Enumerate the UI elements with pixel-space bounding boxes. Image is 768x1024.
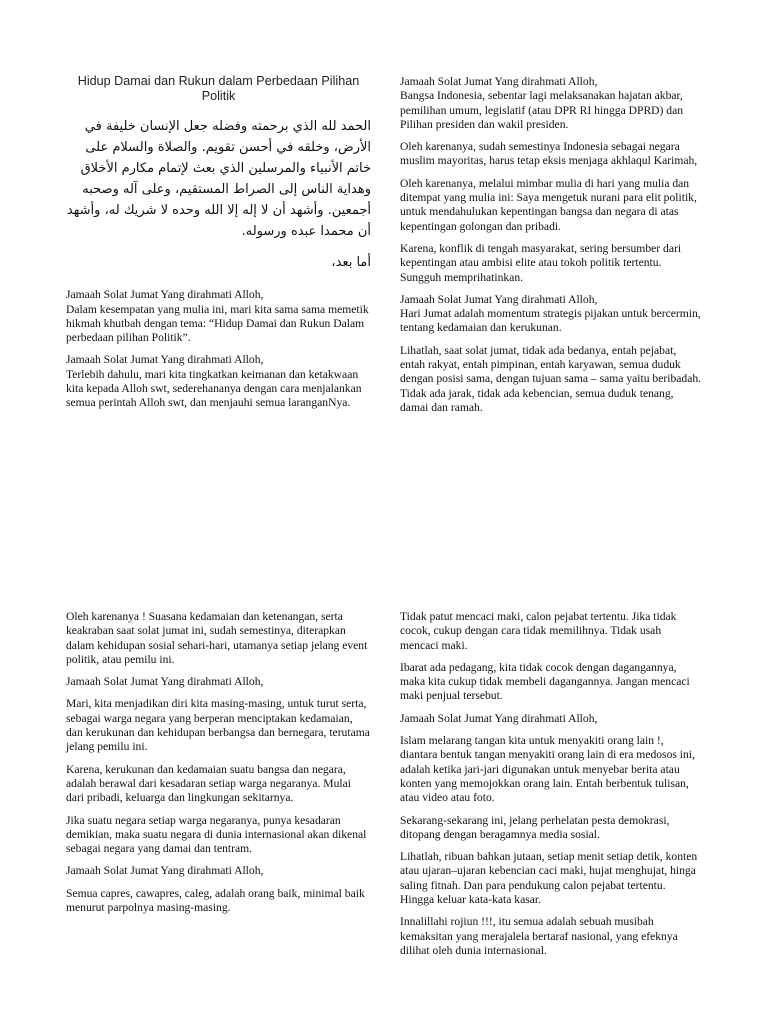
column-bottom-right — [400, 610, 702, 966]
column-top-left — [66, 74, 371, 419]
paragraphs — [400, 610, 702, 958]
paragraphs — [400, 75, 702, 415]
paragraph: Jika suatu negara setiap warga negaranya, punya kesadaran demikian, maka suatu negara di dunia internasional akan dikenal sebagai negara yang damai dan tentram. — [66, 813, 367, 856]
document-title: Hidup Damai dan Rukun dalam Perbedaan Pilihan Politik — [77, 74, 360, 103]
column-bottom-left — [66, 610, 371, 923]
paragraph: Karena, kerukunan dan kedamaian suatu bangsa dan negara, adalah berawal dari kesadaran setiap warga negaranya. Mulai dari pribadi, keluarga dan lingkungan sekitarnya. — [66, 762, 351, 805]
paragraph: Sekarang-sekarang ini, jelang perhelatan pesta demokrasi, ditopang dengan beragamnya media sosial. — [400, 813, 670, 841]
paragraph: Oleh karenanya, melalui mimbar mulia di hari yang mulia dan ditempat yang mulia ini: Saya mengetuk nurani para elit politik, untuk mendahulukan kepentingan bangsa dan negara di atas kepentingan golongan dan pribadi. — [400, 176, 697, 233]
paragraph: Innalillahi rojiun !!!, itu semua adalah sebuah musibah kemaksitan yang merajalela bertaraf nasional, yang efeknya dilihat oleh dunia internasional. — [400, 915, 678, 957]
paragraph: Ibarat ada pedagang, kita tidak cocok dengan dagangannya, maka kita cukup tidak membeli dagangannya. Jangan mencaci maki penjual tersebut. — [400, 660, 690, 703]
paragraph: Oleh karenanya ! Suasana kedamaian dan ketenangan, serta keakraban saat solat jumat ini, sudah semestinya, diterapkan dalam kehidupan sosial sehari-hari, utamanya setiap jelang event politik, atau pemilu ini. — [66, 610, 368, 666]
paragraph: Jamaah Solat Jumat Yang dirahmati Alloh, — [66, 675, 264, 689]
paragraphs — [66, 610, 371, 915]
paragraph: Jamaah Solat Jumat Yang dirahmati Alloh, Hari Jumat adalah momentum strategis pijakan untuk bercermin, tentang kedamaian dan kerukunan. — [400, 292, 701, 335]
arabic-amma-bad: أما بعد، — [331, 255, 371, 270]
paragraphs — [66, 288, 371, 410]
paragraph: Semua capres, cawapres, caleg, adalah orang baik, minimal baik menurut parpolnya masing-masing. — [66, 886, 365, 915]
paragraph: Jamaah Solat Jumat Yang dirahmati Alloh, Bangsa Indonesia, sebentar lagi melaksanakan hajatan akbar, pemilihan umum, legislatif (atau DPR RI hingga DPRD) dan Pilihan presiden dan wakil presiden. — [400, 75, 684, 131]
paragraph: Mari, kita menjadikan diri kita masing-masing, untuk turut serta, sebagai warga negara yang berperan menciptakan kedamaian, dan kerukunan dan kehidupan berbangsa dan bernegara, terutama jelang pemilu ini. — [66, 697, 370, 754]
column-top-right — [400, 75, 702, 423]
paragraph: Jamaah Solat Jumat Yang dirahmati Alloh, — [400, 711, 598, 725]
paragraph: Jamaah Solat Jumat Yang dirahmati Alloh, Terlebih dahulu, mari kita tingkatkan keimanan dan ketakwaan kita kepada Alloh swt, sederehananya dengan cara menjalankan semua perintah Alloh swt, dan menjauhi semua laranganNya. — [66, 353, 362, 410]
paragraph: Tidak patut mencaci maki, calon pejabat tertentu. Jika tidak cocok, cukup dengan cara tidak memilihnya. Tidak usah mencaci maki. — [400, 610, 677, 652]
paragraph: Jamaah Solat Jumat Yang dirahmati Alloh, — [66, 864, 264, 878]
arabic-opening: الحمد لله الذي برحمته وفضله جعل الإنسان خليفة في الأرض، وخلقه في أحسن تقويم. والصلاة والسلام على خاتم الأنبياء والمرسلين الذي بعث لإتمام مكارم الأخلاق وهداية الناس إلى الصراط المستقيم، وعلى آله وصحبه أجمعين. وأشهد أن لا إله إلا الله وحده لا شريك له، وأشهد أن محمدا عبده ورسوله. — [66, 119, 371, 239]
paragraph: Jamaah Solat Jumat Yang dirahmati Alloh, Dalam kesempatan yang mulia ini, mari kita sama sama memetik hikmah khutbah dengan tema: “Hidup Damai dan Rukun Dalam perbedaan pilihan Politik”. — [66, 288, 369, 345]
paragraph: Islam melarang tangan kita untuk menyakiti orang lain !, diantara bentuk tangan menyakiti orang lain di era medosos ini, adalah ketika jari-jari digunakan untuk menyebar berita atau konten yang memojokkan orang lain. Entah berbentuk tulisan, atau video atau foto. — [400, 734, 695, 805]
paragraph: Karena, konflik di tengah masyarakat, sering bersumber dari kepentingan atau ambisi elite atau tokoh politik tertentu. Sungguh memprihatinkan. — [400, 241, 682, 284]
paragraph: Oleh karenanya, sudah semestinya Indonesia sebagai negara muslim mayoritas, harus tetap eksis menjaga akhlaqul Karimah, — [400, 140, 698, 168]
paragraph: Lihatlah, saat solat jumat, tidak ada bedanya, entah pejabat, entah rakyat, entah pimpinan, entah karyawan, semua duduk dengan posisi sama, dengan tujuan sama – sama yaitu beribadah. Tidak ada jarak, tidak ada kebencian, semua duduk tenang, damai dan ramah. — [400, 343, 702, 414]
paragraph: Lihatlah, ribuan bahkan jutaan, setiap menit setiap detik, konten atau ujaran–ujaran kebencian caci maki, hujat menghujat, hinga saling fitnah. Dan para pendukung calon pejabat tertentu. Hingga keluar kata-kata kasar. — [400, 850, 698, 907]
